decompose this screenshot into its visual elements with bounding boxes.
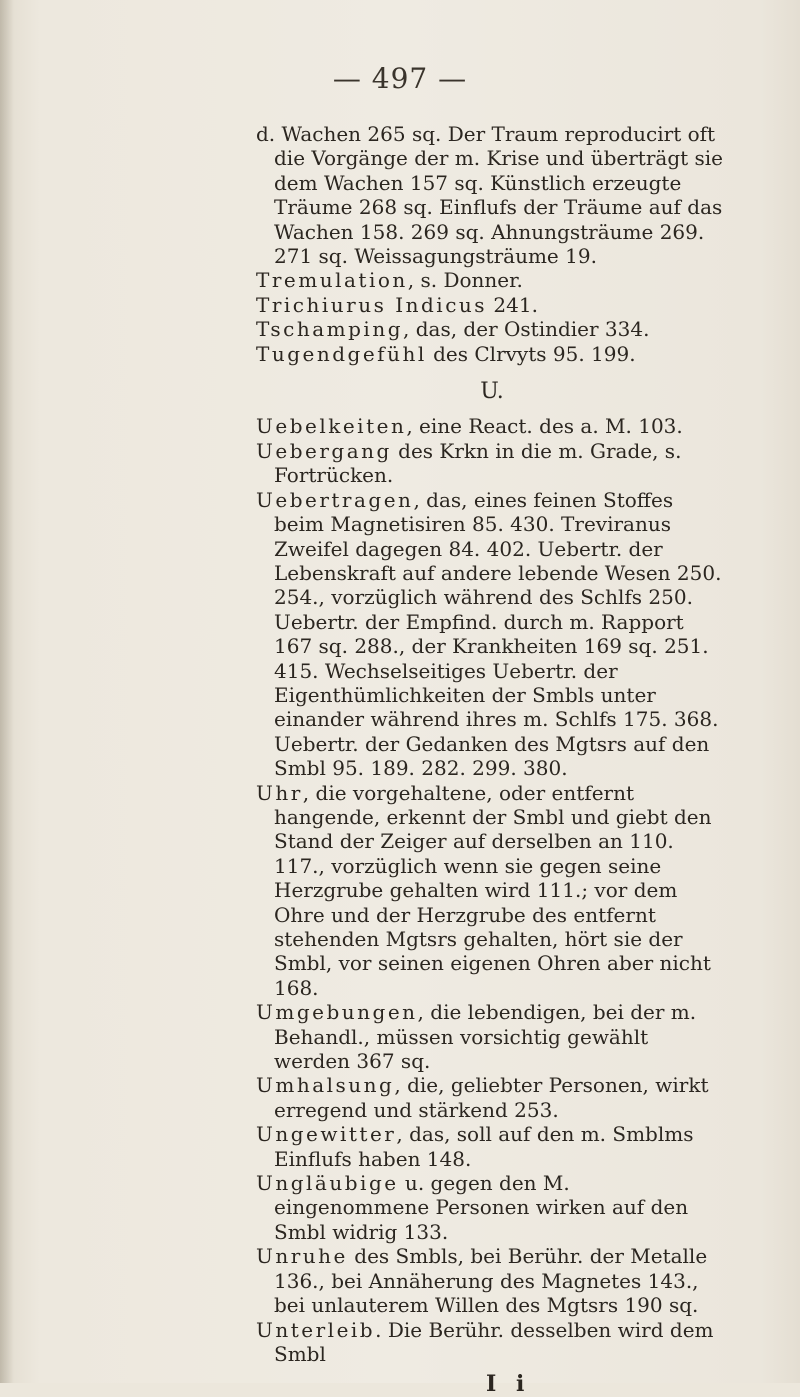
entry-headword: Unterleib xyxy=(256,1317,376,1342)
entry-text: , das, der Ostindier 334. xyxy=(403,317,650,342)
entry-headword: Uebelkeiten xyxy=(256,414,407,439)
entry-text: des Clrvyts 95. 199. xyxy=(426,341,636,366)
index-entry xyxy=(256,1122,728,1171)
index-entry xyxy=(256,342,728,366)
entry-text: , eine React. des a. M. 103. xyxy=(406,414,683,439)
entry-text: d. Wachen 265 sq. Der Traum reproducirt oft die Vorgänge der m. Krise und überträgt sie dem Wachen 157 sq. Künstlich erzeugte Träume 268 sq. Einflufs der Träume auf das Wachen 158. 269 sq. Ahnungsträume 269. 271 sq. Weissagungsträume 19. xyxy=(256,122,724,269)
entry-text: , das, soll auf den m. Smblms Einflufs haben 148. xyxy=(274,1122,694,1171)
entry-text: , das, eines feinen Stoffes beim Magnetisiren 85. 430. Treviranus Zweifel dagegen 84. 402. Uebertr. der Lebenskraft auf andere lebende Wesen 250. 254., vorzüglich während des Schlfs 250. Uebertr. der Empfind. durch m. Rapport 167 sq. 288., der Krankheiten 169 sq. 251. 415. Wechselseitiges Uebertr. der Eigenthümlichkeiten der Smbls unter einander während ihres m. Schlfs 175. 368. Uebertr. der Gedanken des Mgtsrs auf den Smbl 95. 189. 282. 299. 380. xyxy=(274,487,722,781)
entry-headword: Umhalsung xyxy=(256,1073,395,1098)
entry-headword: Uebertragen xyxy=(256,487,414,512)
signature-mark: I i xyxy=(486,1371,531,1397)
index-entry xyxy=(256,122,728,268)
index-entry xyxy=(256,293,728,317)
entry-headword: Ungläubige xyxy=(256,1171,399,1196)
index-entry xyxy=(256,414,728,438)
entry-text: u. gegen den M. eingenommene Personen wirken auf den Smbl widrig 133. xyxy=(274,1171,689,1244)
entry-text: , die vorgehaltene, oder entfernt hangende, erkennt der Smbl und giebt den Stand der Zeiger auf derselben an 110. 117., vorzüglich wenn sie gegen seine Herzgrube gehalten wird 111.; vor dem Ohre und der Herzgrube des entfernt stehenden Mgtsrs gehalten, hört sie der Smbl, vor seinen eigenen Ohren aber nicht 168. xyxy=(274,780,712,1000)
entry-headword: Unruhe xyxy=(256,1244,348,1269)
index-entry xyxy=(256,268,728,292)
entry-headword: Trichiurus Indicus xyxy=(256,292,488,317)
binding-shadow xyxy=(0,0,14,1383)
entry-headword: Umgebungen xyxy=(256,1000,418,1025)
entry-headword: Uebergang xyxy=(256,438,392,463)
entry-text: , s. Donner. xyxy=(407,268,523,293)
entry-headword: Tschamping xyxy=(256,317,404,342)
entry-headword: Tugendgefühl xyxy=(256,341,427,366)
entry-text: 241. xyxy=(487,292,538,317)
entry-text: des Krkn in die m. Grade, s. Fortrücken. xyxy=(274,438,682,488)
entry-text: , die lebendigen, bei der m. Behandl., müssen vorsichtig gewählt werden 367 sq. xyxy=(274,1000,697,1074)
index-entry xyxy=(256,781,728,1001)
entry-text: , die, geliebter Personen, wirkt erregend und stärkend 253. xyxy=(274,1073,709,1122)
section-letter-u: U. xyxy=(480,379,504,405)
index-text xyxy=(256,122,728,1397)
index-entry xyxy=(256,1244,728,1317)
index-entries-t xyxy=(256,122,728,366)
index-entry xyxy=(256,439,728,488)
entry-headword: Tremulation xyxy=(256,268,408,293)
index-entries-u xyxy=(256,414,728,1366)
entry-text: . Die Berühr. desselben wird dem Smbl xyxy=(274,1317,714,1366)
index-entry xyxy=(256,1318,728,1367)
index-entry xyxy=(256,1073,728,1122)
index-entry xyxy=(256,1000,728,1073)
index-entry xyxy=(256,1171,728,1244)
index-entry xyxy=(256,317,728,341)
entry-headword: Uhr xyxy=(256,780,303,805)
entry-text: des Smbls, bei Berühr. der Metalle 136., bei Annäherung des Magnetes 143., bei unlauterem Willen des Mgtsrs 190 sq. xyxy=(274,1244,708,1318)
index-entry xyxy=(256,488,728,781)
page-number: — 497 — xyxy=(332,62,468,95)
entry-headword: Ungewitter xyxy=(256,1122,397,1147)
